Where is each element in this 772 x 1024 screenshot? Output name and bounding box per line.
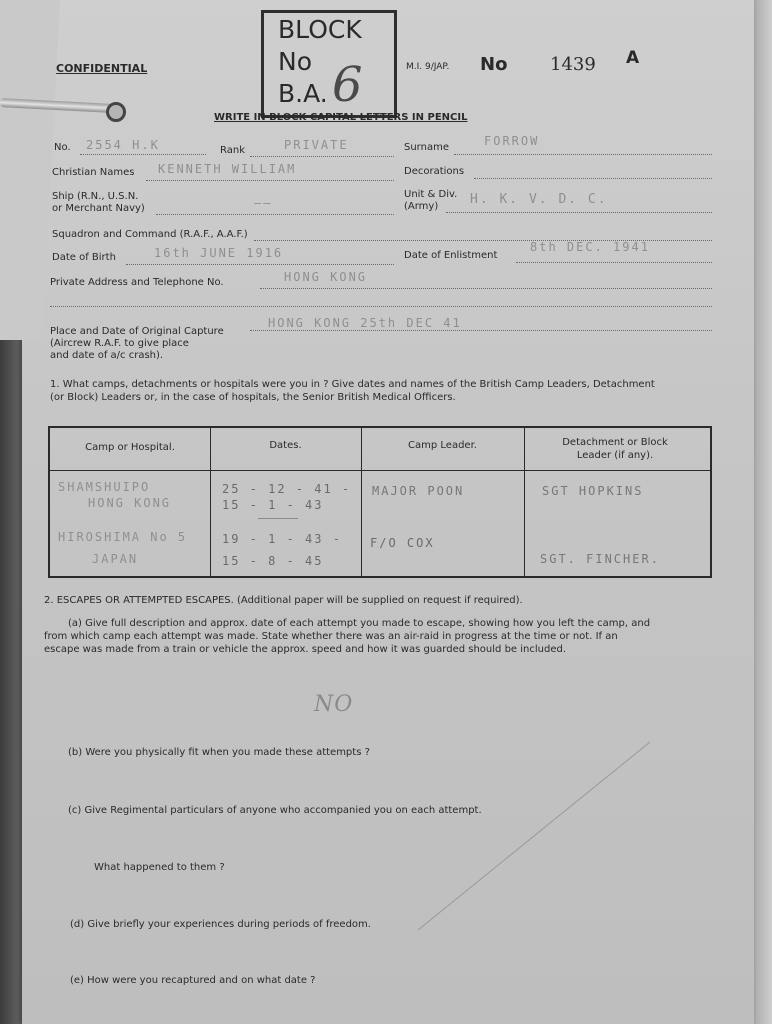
unit-value: H. K. V. D. C. bbox=[470, 192, 608, 207]
ship-value: —— bbox=[254, 196, 273, 210]
row-1-camp-leader: MAJOR POON bbox=[372, 484, 465, 498]
question-2a-line-1: (a) Give full description and approx. date of each attempt you made to escape, showing how you left the camp, and bbox=[68, 618, 651, 629]
form-suffix: A bbox=[626, 48, 640, 68]
no-label: No. bbox=[54, 142, 71, 153]
row-1-dates-from: 25 - 12 - 41 - bbox=[222, 482, 352, 496]
question-2c-followup: What happened to them ? bbox=[94, 862, 225, 873]
header-dates: Dates. bbox=[269, 440, 302, 451]
row-2-dates-from: 19 - 1 - 43 - bbox=[222, 532, 342, 546]
christian-names-label: Christian Names bbox=[52, 167, 135, 178]
question-2b: (b) Were you physically fit when you made these attempts ? bbox=[68, 747, 370, 758]
pencil-instruction: WRITE IN BLOCK CAPITAL LETTERS IN PENCIL bbox=[214, 112, 468, 123]
address-value: HONG KONG bbox=[284, 270, 368, 284]
question-2e: (e) How were you recaptured and on what date ? bbox=[70, 975, 316, 986]
question-1-line-1: 1. What camps, detachments or hospitals were you in ? Give dates and names of the British Camp Leaders, Detachment bbox=[50, 379, 655, 390]
capture-value: HONG KONG 25th DEC 41 bbox=[268, 316, 462, 330]
escape-answer: NO bbox=[314, 692, 354, 717]
question-2a-line-3: escape was made from a train or vehicle the approx. speed and how it was guarded should be included. bbox=[44, 644, 567, 655]
row-1-camp-name: SHAMSHUIPO bbox=[58, 480, 151, 494]
squadron-label: Squadron and Command (R.A.F., A.A.F.) bbox=[52, 229, 248, 240]
unit-label-2: (Army) bbox=[404, 201, 439, 212]
header-camp: Camp or Hospital. bbox=[85, 442, 175, 453]
row-2-block-leader: SGT. FINCHER. bbox=[540, 552, 660, 566]
stamp-ba-text: B.A. bbox=[278, 79, 328, 108]
christian-names-value: KENNETH WILLIAM bbox=[158, 162, 297, 176]
ship-label-1: Ship (R.N., U.S.N. bbox=[52, 191, 139, 202]
question-2c: (c) Give Regimental particulars of anyone who accompanied you on each attempt. bbox=[68, 805, 482, 816]
address-label: Private Address and Telephone No. bbox=[50, 277, 224, 288]
rank-label: Rank bbox=[220, 145, 245, 156]
form-page bbox=[22, 0, 754, 1024]
enlistment-value: 8th DEC. 1941 bbox=[530, 240, 650, 254]
mi-reference: M.I. 9/JAP. bbox=[406, 62, 450, 72]
form-number: 1439 bbox=[550, 54, 596, 75]
row-1-block-leader: SGT HOPKINS bbox=[542, 484, 644, 498]
stamp-block-number: 6 bbox=[332, 57, 363, 113]
question-2d: (d) Give briefly your experiences during periods of freedom. bbox=[70, 919, 371, 930]
header-camp-leader: Camp Leader. bbox=[408, 440, 477, 451]
service-number-value: 2554 H.K bbox=[86, 138, 160, 152]
pencil-strike-line bbox=[22, 0, 754, 1024]
dob-label: Date of Birth bbox=[52, 252, 116, 263]
row-2-dates-to: 15 - 8 - 45 bbox=[222, 554, 324, 568]
header-block-leader: Detachment or Block Leader (if any). bbox=[562, 437, 668, 461]
unit-label-1: Unit & Div. bbox=[404, 189, 458, 200]
surname-label: Surname bbox=[404, 142, 449, 153]
question-1-line-2: (or Block) Leaders or, in the case of hospitals, the Senior British Medical Officers. bbox=[50, 392, 456, 403]
ship-label-2: or Merchant Navy) bbox=[52, 203, 145, 214]
row-2-camp-place: JAPAN bbox=[92, 552, 139, 566]
enlistment-label: Date of Enlistment bbox=[404, 250, 498, 261]
confidential-marking: CONFIDENTIAL bbox=[56, 62, 148, 75]
decorations-label: Decorations bbox=[404, 166, 465, 177]
binding-eyelet bbox=[106, 102, 126, 122]
row-2-camp-leader: F/O COX bbox=[370, 536, 435, 550]
capture-label-2: (Aircrew R.A.F. to give place bbox=[50, 338, 189, 349]
row-1-dates-to: 15 - 1 - 43 bbox=[222, 498, 324, 512]
surname-value: FORROW bbox=[484, 134, 540, 148]
capture-label-3: and date of a/c crash). bbox=[50, 350, 164, 361]
capture-label-1: Place and Date of Original Capture bbox=[50, 326, 224, 337]
question-2-heading: 2. ESCAPES OR ATTEMPTED ESCAPES. (Additional paper will be supplied on request if required). bbox=[44, 595, 523, 606]
row-2-camp-name: HIROSHIMA No 5 bbox=[58, 530, 188, 544]
rank-value: PRIVATE bbox=[284, 138, 349, 152]
form-no-label: No bbox=[480, 54, 508, 75]
row-1-camp-place: HONG KONG bbox=[88, 496, 172, 510]
dob-value: 16th JUNE 1916 bbox=[154, 246, 284, 260]
question-2a-line-2: from which camp each attempt was made. State whether there was an air-raid in progress at the time or not. If an bbox=[44, 631, 618, 642]
stamp-no-text: No bbox=[278, 47, 312, 76]
stamp-block-text: BLOCK bbox=[278, 15, 362, 44]
